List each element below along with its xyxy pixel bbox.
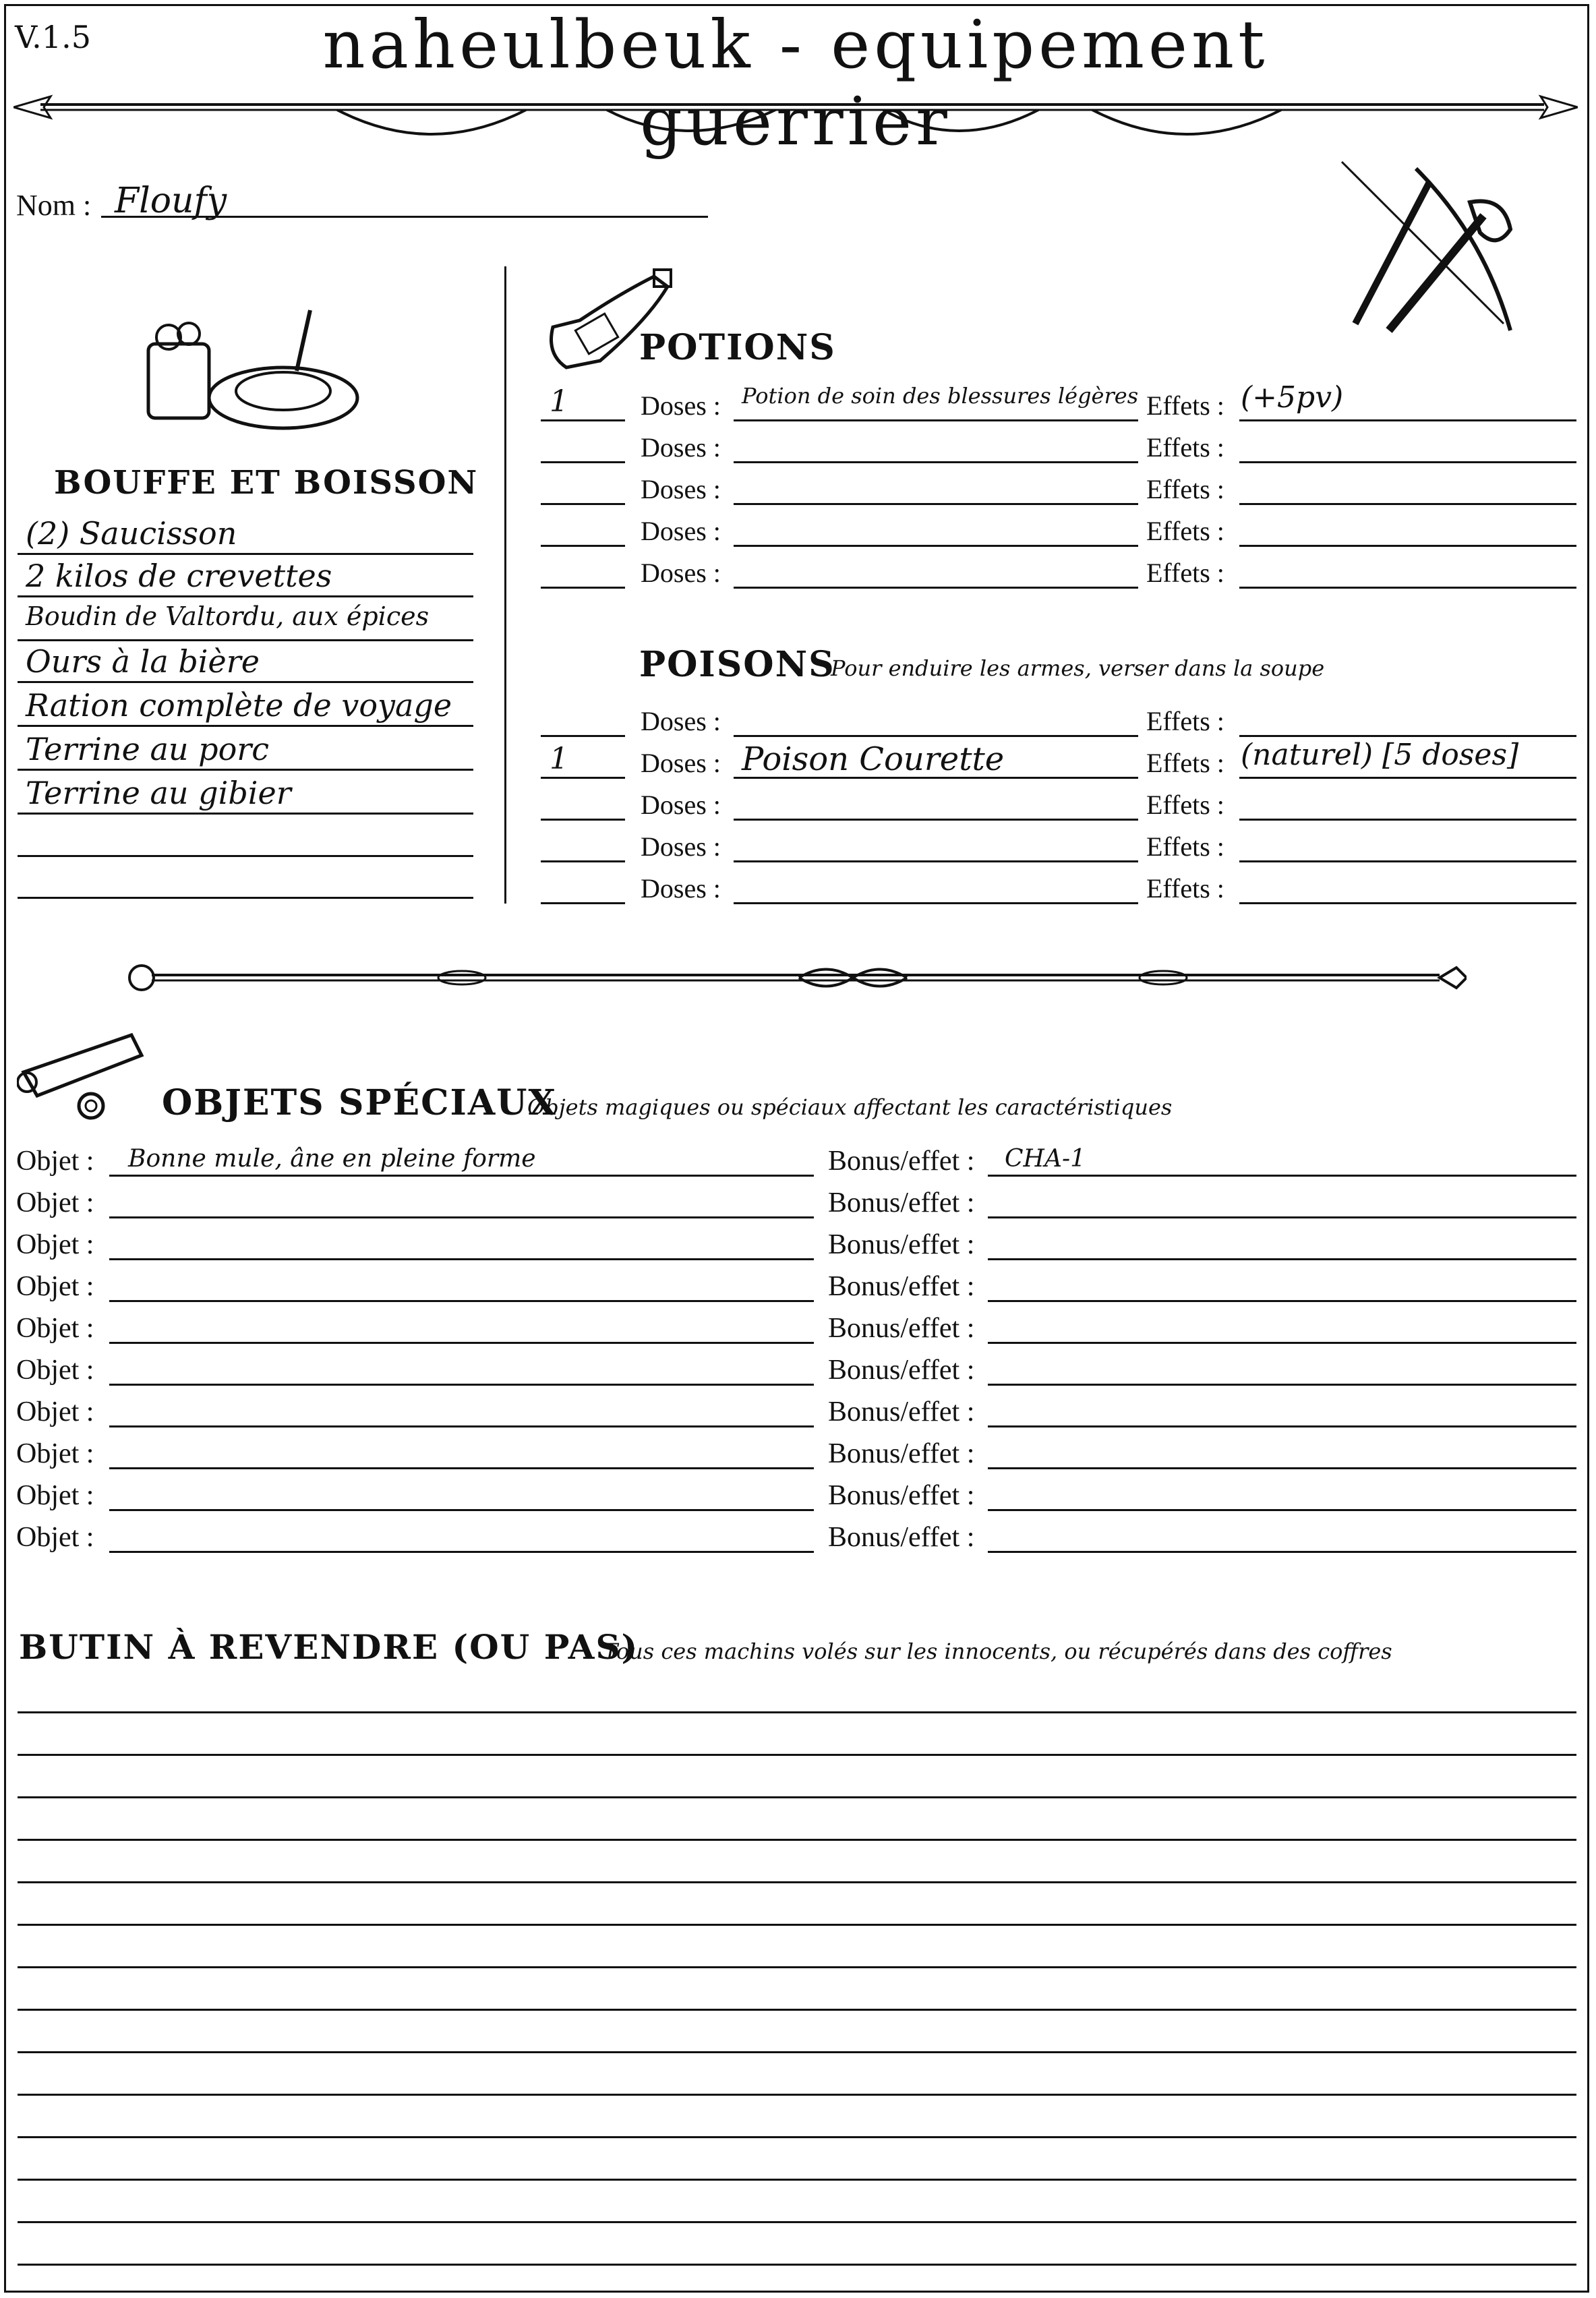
loot-line [18,2009,1576,2011]
objet-label: Objet : [16,1396,94,1427]
objet-line [109,1467,814,1469]
objet-line [109,1509,814,1511]
potion-effet-value[interactable]: (+5pv) [1241,380,1344,415]
potions-title: POTIONS [639,327,836,368]
food-item[interactable]: Ours à la bière [26,643,260,680]
bonus-line [988,1384,1576,1386]
food-item[interactable]: Terrine au gibier [26,775,291,811]
objet-line [109,1384,814,1386]
food-line [18,897,473,899]
poison-dose-line [734,902,1138,904]
bonus-line [988,1300,1576,1302]
poison-dose-line [734,819,1138,821]
poison-qty-line [541,777,625,779]
objet-label: Objet : [16,1522,94,1553]
loot-line [18,2051,1576,2053]
bonus-value[interactable]: CHA-1 [1005,1145,1086,1173]
poison-effet-line [1239,777,1576,779]
bonus-label: Bonus/effet : [828,1313,975,1344]
staff-divider-illustration [125,958,1467,998]
scroll-ring-illustration [17,1025,152,1126]
poison-qty-line [541,735,625,737]
loot-line [18,2094,1576,2096]
nom-label: Nom : [16,189,92,222]
bonus-line [988,1342,1576,1344]
poison-effets-label: Effets : [1146,706,1224,736]
bonus-label: Bonus/effet : [828,1396,975,1427]
potion-effet-line [1239,503,1576,505]
poison-effets-label: Effets : [1146,873,1224,904]
potion-effets-label: Effets : [1146,516,1224,546]
food-line [18,855,473,857]
poison-qty-line [541,819,625,821]
bonus-label: Bonus/effet : [828,1522,975,1553]
bonus-line [988,1467,1576,1469]
objet-line [109,1258,814,1260]
objet-line [109,1216,814,1218]
poison-effet-line [1239,902,1576,904]
potion-qty-line [541,545,625,547]
food-illustration [135,297,364,438]
poison-dose-line [734,735,1138,737]
objet-line [109,1342,814,1344]
food-item[interactable]: 2 kilos de crevettes [26,558,332,594]
loot-line [18,1839,1576,1841]
loot-line [18,1881,1576,1883]
potion-effets-label: Effets : [1146,558,1224,588]
potion-qty-line [541,587,625,589]
food-item[interactable]: (2) Saucisson [26,515,237,552]
potion-dose-line [734,461,1138,463]
potion-dose-line [734,503,1138,505]
potion-dose-line [734,587,1138,589]
objet-label: Objet : [16,1313,94,1344]
potion-doses-label: Doses : [641,390,721,421]
poison-effet-line [1239,819,1576,821]
bonus-line [988,1551,1576,1553]
food-item[interactable]: Terrine au porc [26,731,270,767]
poison-dose-value[interactable]: Poison Courette [742,740,1005,778]
food-line [18,813,473,815]
bonus-line [988,1175,1576,1177]
poison-effets-label: Effets : [1146,790,1224,820]
loot-line [18,1796,1576,1798]
potion-effet-line [1239,545,1576,547]
potion-effet-line [1239,461,1576,463]
poison-qty-line [541,902,625,904]
potion-effet-line [1239,587,1576,589]
poisons-subtitle: Pour enduire les armes, verser dans la soupe [831,655,1325,681]
bonus-label: Bonus/effet : [828,1229,975,1260]
poison-effet-line [1239,735,1576,737]
potion-dose-line [734,545,1138,547]
objet-label: Objet : [16,1480,94,1511]
loot-line [18,2136,1576,2138]
potion-doses-label: Doses : [641,558,721,588]
poison-doses-label: Doses : [641,748,721,778]
bonus-label: Bonus/effet : [828,1355,975,1386]
loot-line [18,1924,1576,1926]
objet-line [109,1175,814,1177]
poison-effet-line [1239,860,1576,862]
objet-label: Objet : [16,1271,94,1302]
special-subtitle: Objets magiques ou spéciaux affectant les caractéristiques [527,1094,1173,1120]
potion-qty[interactable]: 1 [550,384,568,419]
objet-label: Objet : [16,1187,94,1218]
objet-label: Objet : [16,1229,94,1260]
loot-subtitle: Tous ces machins volés sur les innocents, ou récupérés dans des coffres [603,1639,1392,1664]
poison-doses-label: Doses : [641,831,721,862]
food-line [18,725,473,727]
objet-line [109,1425,814,1427]
objet-value[interactable]: Bonne mule, âne en pleine forme [128,1145,536,1173]
objet-label: Objet : [16,1355,94,1386]
food-title: BOUFFE ET BOISSON [54,464,479,502]
objet-label: Objet : [16,1146,94,1177]
bonus-line [988,1509,1576,1511]
poison-doses-label: Doses : [641,790,721,820]
food-item[interactable]: Boudin de Valtordu, aux épices [26,601,430,631]
potion-effet-line [1239,419,1576,421]
special-title: OBJETS SPÉCIAUX [162,1082,557,1123]
potion-effets-label: Effets : [1146,432,1224,463]
bonus-line [988,1258,1576,1260]
potion-doses-label: Doses : [641,432,721,463]
poison-qty[interactable]: 1 [550,742,568,776]
loot-title: BUTIN À REVENDRE (OU PAS) [19,1627,639,1667]
objet-line [109,1300,814,1302]
bonus-label: Bonus/effet : [828,1438,975,1469]
poison-doses-label: Doses : [641,706,721,736]
spear-divider-illustration [13,84,1578,145]
loot-line [18,1711,1576,1713]
loot-line [18,1966,1576,1968]
objet-line [109,1551,814,1553]
bonus-label: Bonus/effet : [828,1271,975,1302]
potion-effets-label: Effets : [1146,390,1224,421]
poison-effet-value[interactable]: (naturel) [5 doses] [1241,738,1519,772]
potion-dose-line [734,419,1138,421]
food-line [18,769,473,771]
food-line [18,553,473,555]
poison-effets-label: Effets : [1146,748,1224,778]
bonus-line [988,1216,1576,1218]
poison-doses-label: Doses : [641,873,721,904]
nom-value[interactable]: Floufy [115,181,227,221]
food-line [18,681,473,683]
potion-doses-label: Doses : [641,474,721,504]
poison-effets-label: Effets : [1146,831,1224,862]
bonus-label: Bonus/effet : [828,1480,975,1511]
potion-effets-label: Effets : [1146,474,1224,504]
food-line [18,639,473,641]
poison-qty-line [541,860,625,862]
weapons-illustration [1328,155,1531,344]
bonus-label: Bonus/effet : [828,1146,975,1177]
potion-qty-line [541,419,625,421]
poison-dose-line [734,860,1138,862]
potion-dose-value[interactable]: Potion de soin des blessures légères [742,383,1139,409]
poisons-title: POISONS [639,644,835,685]
bonus-line [988,1425,1576,1427]
food-item[interactable]: Ration complète de voyage [26,687,452,724]
bonus-label: Bonus/effet : [828,1187,975,1218]
objet-label: Objet : [16,1438,94,1469]
version-label: V.1.5 [15,19,91,55]
page-title: naheulbeuk - equipement guerrier [322,7,1269,160]
potion-doses-label: Doses : [641,516,721,546]
loot-line [18,2221,1576,2223]
nom-line [101,216,708,218]
loot-line [18,2264,1576,2266]
loot-line [18,1754,1576,1756]
column-divider [504,266,506,904]
loot-line [18,2179,1576,2181]
food-line [18,595,473,597]
potion-qty-line [541,503,625,505]
potion-qty-line [541,461,625,463]
